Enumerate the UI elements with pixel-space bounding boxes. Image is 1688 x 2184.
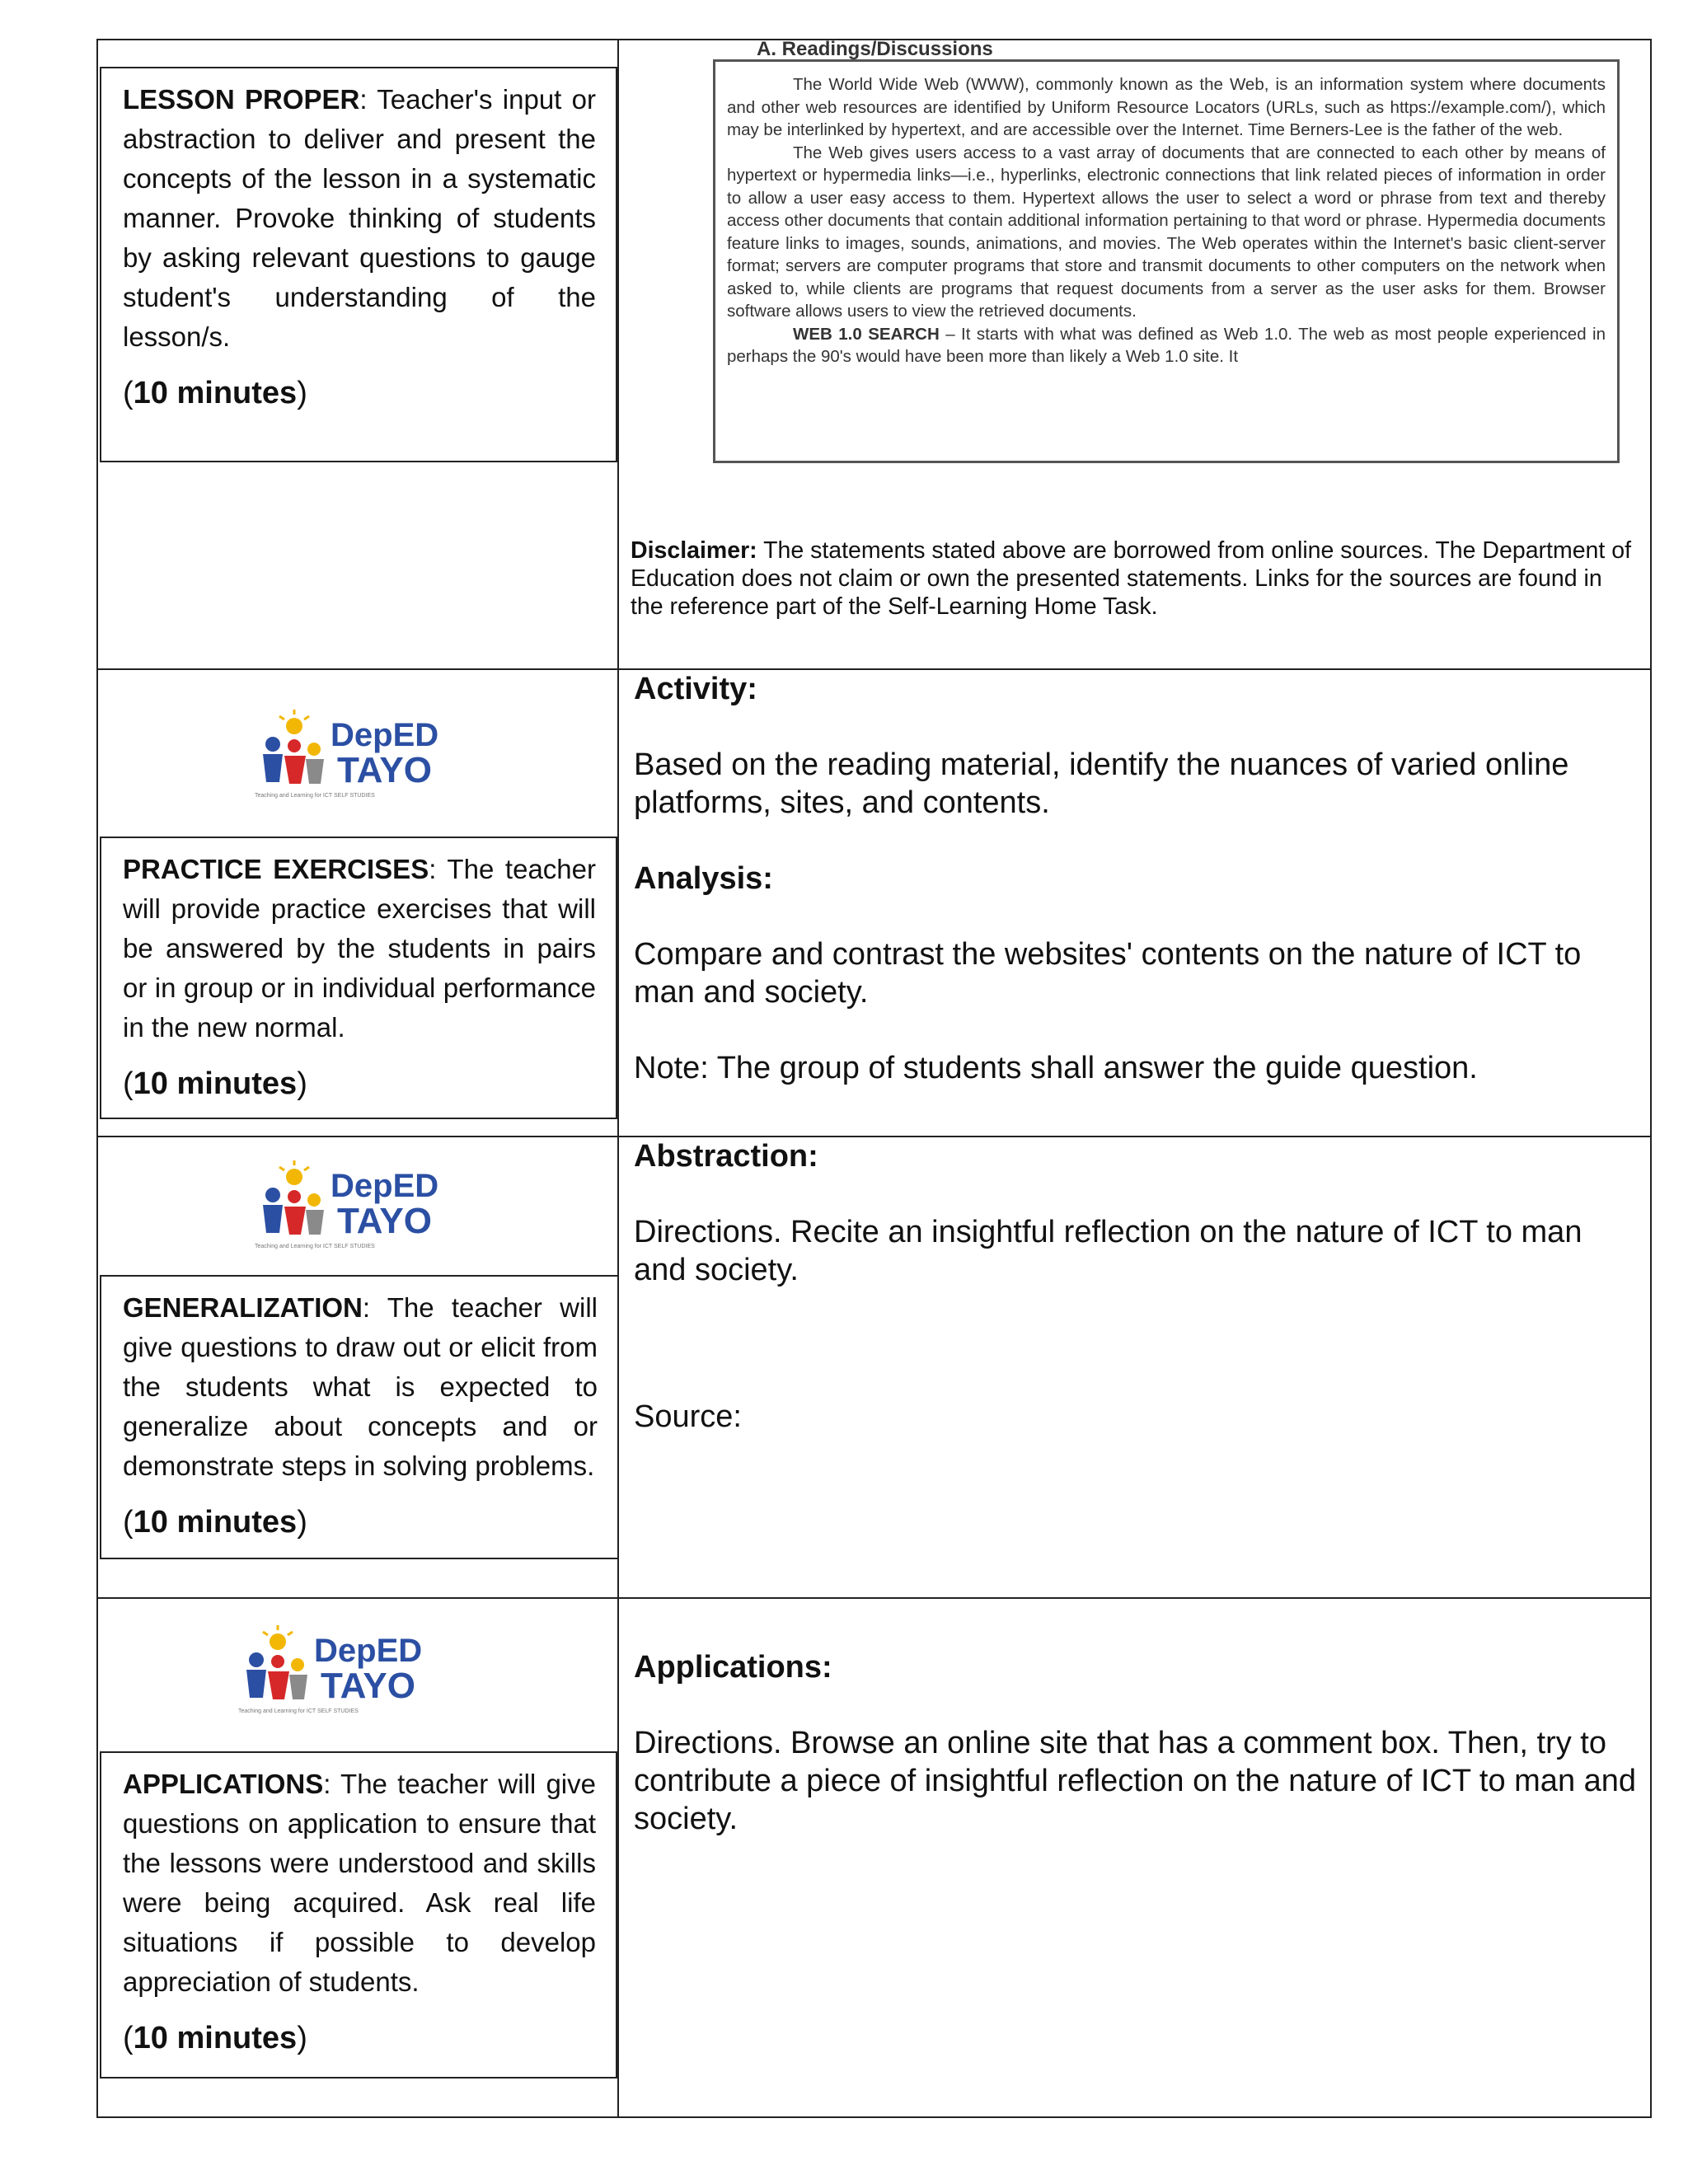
svg-text:TAYO: TAYO — [321, 1666, 415, 1706]
deped-tayo-logo — [238, 1619, 452, 1718]
practice-exercises-desc: PRACTICE EXERCISES: The teacher will provide practice exercises that will be answered by the students in pairs or in group or in individual performance in the new normal. — [123, 854, 596, 1043]
lesson-proper-desc: LESSON PROPER: Teacher's input or abstraction to deliver and present the concepts of the lesson in a systematic manner. Provoke thinking of students by asking relevant questions to gauge student's understanding of the lesson/s. — [123, 84, 596, 352]
svg-text:Teaching and Learning for ICT: Teaching and Learning for ICT SELF STUDIES — [238, 1708, 359, 1714]
generalization-desc: GENERALIZATION: The teacher will give questions to draw out or elicit from the students what is expected to generalize about concepts and or demonstrate steps in solving problems. — [123, 1292, 598, 1481]
disclaimer-text: Disclaimer: The statements stated above are borrowed from online sources. The Department of Education does not claim or own the presented statements. Links for the sources are found in the reference part of the Self-Learning Home Task. — [631, 537, 1632, 620]
lesson-proper-time: (10 minutes) — [123, 376, 307, 410]
row-applications — [98, 1597, 1650, 2120]
svg-text:DepED: DepED — [314, 1633, 423, 1669]
applications-time: (10 minutes) — [123, 2021, 307, 2055]
activity-heading: Activity: — [634, 672, 757, 706]
source-label: Source: — [634, 1399, 742, 1434]
reading-title: A. Readings/Discussions — [757, 38, 993, 60]
applications-desc: APPLICATIONS: The teacher will give questions on application to ensure that the lessons were understood and skills were being acquired. Ask real life situations if possible to develop appreciation of students. — [123, 1769, 596, 1997]
svg-text:Teaching and Learning for ICT: Teaching and Learning for ICT SELF STUDIES — [255, 1244, 375, 1249]
deped-tayo-logo-graphic — [238, 1619, 452, 1718]
deped-tayo-logo — [255, 703, 469, 802]
practice-right-content — [634, 670, 1639, 1087]
deped-tayo-logo-graphic — [255, 1154, 469, 1253]
svg-text:DepED: DepED — [331, 717, 439, 753]
reading-paragraph-2: The Web gives users access to a vast array of documents that are connected to each other by means of hypertext or hypermedia links—i.e., hyperlinks, electronic connections that link related pieces of information in order to allow a user easy access to them. Hypertext allows the user to select a word or phrase from text and thereby access other documents that contain additional information pertaining to that word or phrase. Hypermedia documents feature links to images, sounds, animations, and movies. The Web operates within the Internet's basic client-server format; servers are computer programs that store and transmit documents to other computers on the network when asked to, while clients are programs that request documents from a server as the user asks for them. Browser software allows users to view the retrieved documents. — [727, 143, 1606, 321]
svg-text:Teaching and Learning for ICT: Teaching and Learning for ICT SELF STUDIES — [255, 793, 375, 799]
analysis-heading: Analysis: — [634, 861, 773, 896]
applications-text: Directions. Browse an online site that has a comment box. Then, try to contribute a piece of insightful reflection on the nature of ICT to man and society. — [634, 1726, 1637, 1836]
reading-paragraph-1: The World Wide Web (WWW), commonly known as the Web, is an information system where documents and other web resources are identified by Uniform Resource Locators (URLs, such as https://example.com/), which may be interlinked by hypertext, and are accessible over the Internet. Time Berners-Lee is the father of the web. — [727, 75, 1606, 139]
reading-paragraph-3: WEB 1.0 SEARCH – It starts with what was defined as Web 1.0. The web as most people experienced in perhaps the 90's would have been more than likely a Web 1.0 site. It — [727, 324, 1606, 366]
svg-text:TAYO: TAYO — [337, 1201, 432, 1241]
reading-excerpt — [610, 33, 1624, 462]
svg-text:DepED: DepED — [331, 1168, 439, 1204]
generalization-right-content — [634, 1137, 1639, 1436]
deped-tayo-logo — [255, 1154, 469, 1253]
generalization-time: (10 minutes) — [123, 1505, 307, 1540]
svg-text:TAYO: TAYO — [337, 750, 432, 790]
analysis-text: Compare and contrast the websites' contents on the nature of ICT to man and society. — [634, 937, 1582, 1010]
abstraction-heading: Abstraction: — [634, 1139, 818, 1174]
abstraction-text: Directions. Recite an insightful reflection on the nature of ICT to man and society. — [634, 1215, 1582, 1287]
note-text: Note: The group of students shall answer the guide question. — [634, 1051, 1478, 1085]
applications-heading: Applications: — [634, 1650, 832, 1685]
reading-box — [713, 59, 1620, 463]
practice-exercises-box — [100, 837, 617, 1119]
generalization-box — [100, 1275, 619, 1559]
row-practice-exercises — [98, 668, 1650, 1136]
row-generalization — [98, 1136, 1650, 1597]
activity-text: Based on the reading material, identify the nuances of varied online platforms, sites, and contents. — [634, 748, 1569, 820]
applications-box — [100, 1751, 617, 2079]
applications-right-content — [634, 1648, 1639, 1838]
practice-exercises-time: (10 minutes) — [123, 1066, 307, 1101]
deped-tayo-logo-graphic — [255, 703, 469, 802]
lesson-proper-box — [100, 67, 617, 462]
